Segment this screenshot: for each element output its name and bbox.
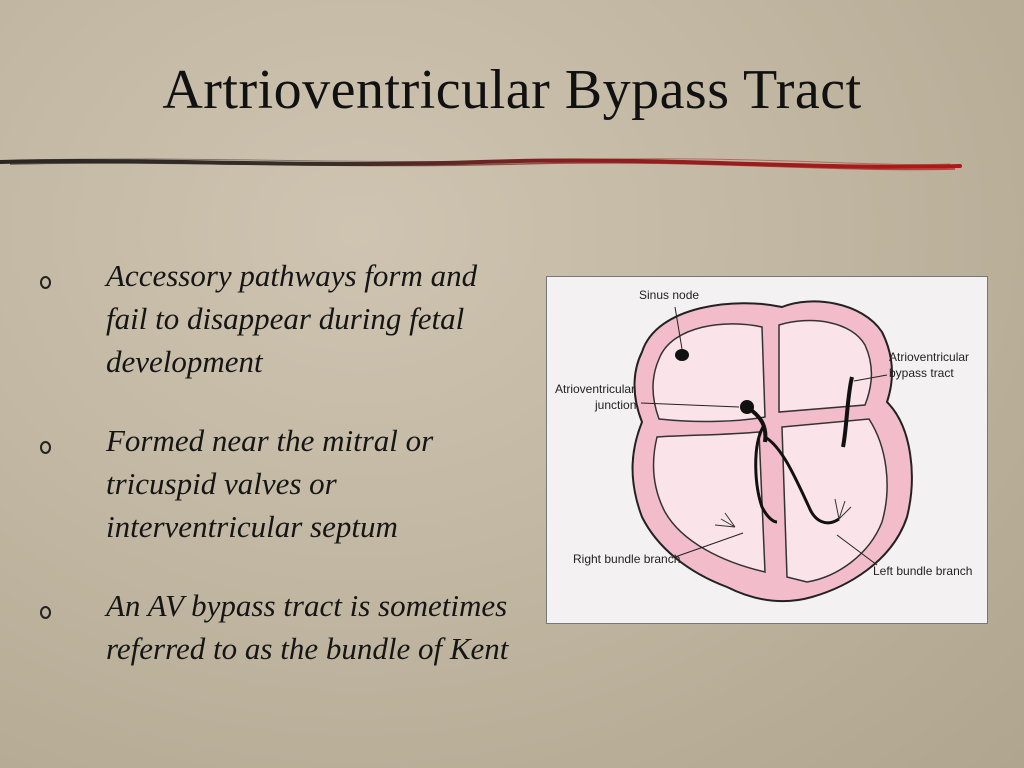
title-divider [0,150,1024,190]
label-bypass-tract-2: bypass tract [889,366,954,380]
heart-diagram [546,276,988,624]
bullet-item [40,254,510,383]
bullet-text: An AV bypass tract is sometimes referred to as the bundle of Kent [106,588,509,666]
label-left-bundle: Left bundle branch [873,564,973,578]
bullet-marker [40,276,51,289]
label-right-bundle: Right bundle branch [573,552,681,566]
bullet-item [40,419,510,548]
bullet-list [40,254,510,706]
sinus-node-mark [675,349,689,361]
label-av-junction-2: junction [595,398,637,412]
bullet-item [40,584,510,670]
bullet-marker [40,606,51,619]
label-av-junction-1: Atrioventricular [555,382,636,396]
bullet-text: Accessory pathways form and fail to disappear during fetal development [106,258,478,379]
bullet-text: Formed near the mitral or tricuspid valves or interventricular septum [106,423,434,544]
label-bypass-tract-1: Atrioventricular [889,350,970,364]
label-sinus-node: Sinus node [639,288,700,302]
slide-title: Artrioventricular Bypass Tract [162,59,862,121]
bullet-marker [40,441,51,454]
